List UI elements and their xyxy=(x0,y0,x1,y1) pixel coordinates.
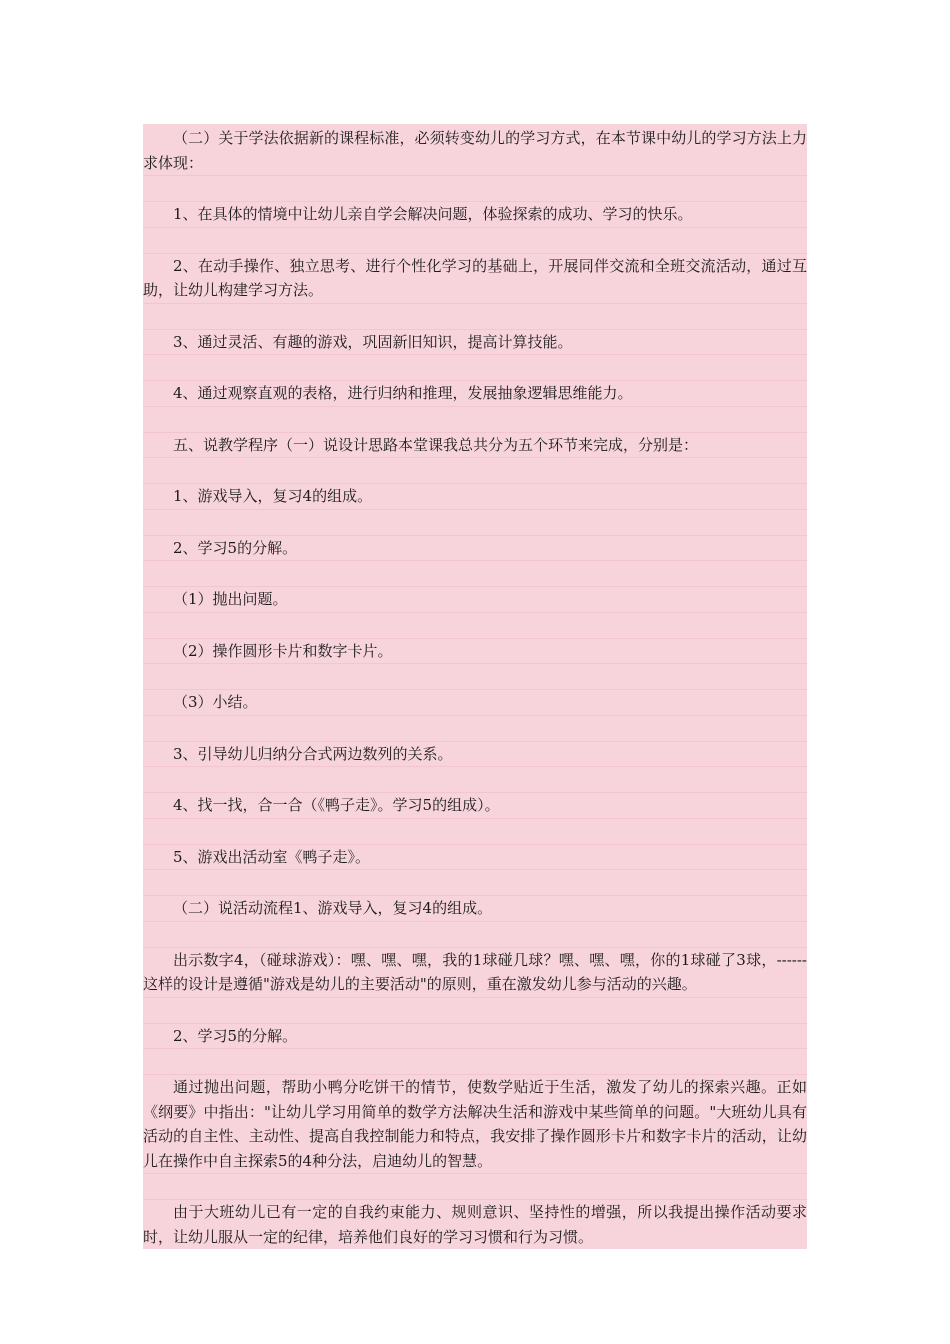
paragraph: 出示数字4，（碰球游戏）：嘿、嘿、嘿，我的1球碰几球？嘿、嘿、嘿，你的1球碰了3球，------这样的设计是遵循"游戏是幼儿的主要活动"的原则，重在激发幼儿参与活动的兴趣。 xyxy=(143,950,807,993)
paragraph: 通过抛出问题，帮助小鸭分吃饼干的情节，使数学贴近于生活，激发了幼儿的探索兴趣。正如《纲要》中指出："让幼儿学习用简单的数学方法解决生活和游戏中某些简单的问题。"大班幼儿具有活动的自主性、主动性、提高自我控制能力和特点，我安排了操作圆形卡片和数字卡片的活动，让幼儿在操作中自主探索5的4种分法，启迪幼儿的智慧。 xyxy=(143,1078,807,1170)
paragraph: 3、通过灵活、有趣的游戏，巩固新旧知识，提高计算技能。 xyxy=(173,332,573,351)
paragraph: （二）关于学法依据新的课程标准，必须转变幼儿的学习方式，在本节课中幼儿的学习方法上力求体现： xyxy=(143,129,807,172)
paragraph-gap xyxy=(143,921,807,948)
paragraph: （2）操作圆形卡片和数字卡片。 xyxy=(173,641,393,660)
paragraph: 4、通过观察直观的表格，进行归纳和推理，发展抽象逻辑思维能力。 xyxy=(173,384,633,402)
paragraph: 4、找一找，合一合（《鸭子走》。学习5的组成）。 xyxy=(173,796,500,814)
paragraph-gap xyxy=(143,509,807,536)
paragraph: （二）说活动流程1、游戏导入，复习4的组成。 xyxy=(173,899,493,917)
paragraph: 由于大班幼儿已有一定的自我约束能力、规则意识、坚持性的增强，所以我提出操作活动要求时，让幼儿服从一定的纪律，培养他们良好的学习习惯和行为习惯。 xyxy=(143,1203,807,1246)
paragraph: 3、引导幼儿归纳分合式两边数列的关系。 xyxy=(173,744,453,763)
paragraph: 5、游戏出活动室《鸭子走》。 xyxy=(173,847,371,866)
paragraph-gap xyxy=(143,175,807,202)
paragraph-gap xyxy=(143,612,807,639)
paragraph: 2、学习5的分解。 xyxy=(173,538,298,557)
paragraph-gap xyxy=(143,997,807,1024)
paragraph: 1、在具体的情境中让幼儿亲自学会解决问题，体验探索的成功、学习的快乐。 xyxy=(173,205,693,223)
paragraph-gap xyxy=(143,457,807,484)
paragraph-gap xyxy=(143,227,807,254)
paragraph-gap xyxy=(143,715,807,742)
paragraph-gap xyxy=(143,663,807,690)
paragraph-gap xyxy=(143,560,807,587)
paragraph: 2、在动手操作、独立思考、进行个性化学习的基础上，开展同伴交流和全班交流活动，通过互助，让幼儿构建学习方法。 xyxy=(143,256,807,299)
paragraph-gap xyxy=(143,1048,807,1075)
paragraph-gap xyxy=(143,869,807,896)
document-body xyxy=(143,124,807,1249)
paragraph-gap xyxy=(143,1173,807,1200)
paragraph: （3）小结。 xyxy=(173,693,258,711)
paragraph-gap xyxy=(143,303,807,330)
paragraph: 1、游戏导入，复习4的组成。 xyxy=(173,487,373,505)
paragraph-gap xyxy=(143,354,807,381)
paragraph: （1）抛出问题。 xyxy=(173,590,288,608)
paragraph-gap xyxy=(143,766,807,793)
paragraph: 五、说教学程序（一）说设计思路本堂课我总共分为五个环节来完成，分别是： xyxy=(173,435,699,454)
paragraph: 2、学习5的分解。 xyxy=(173,1026,298,1045)
paragraph-gap xyxy=(143,406,807,433)
paragraph-gap xyxy=(143,818,807,845)
